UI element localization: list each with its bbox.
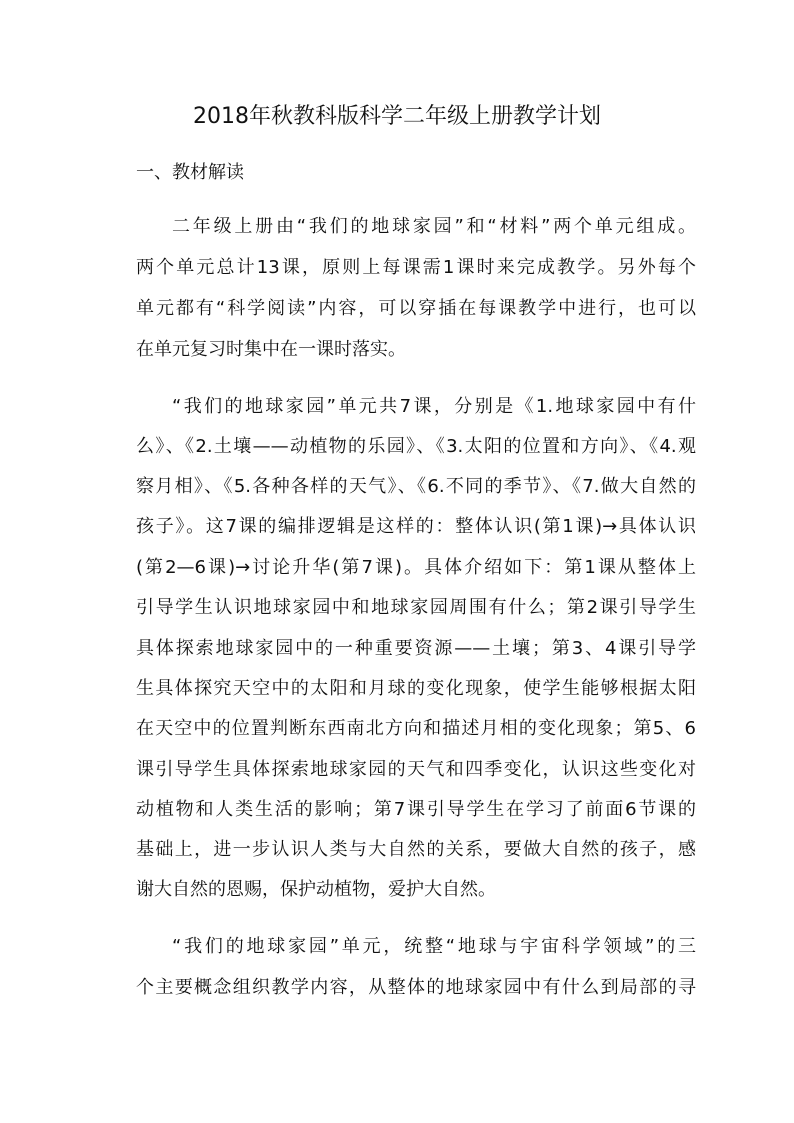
paragraph-line: 引导学生认识地球家园中和地球家园周围有什么；第2课引导学生: [136, 597, 696, 618]
paragraph-line: 课引导学生具体探索地球家园的天气和四季变化，认识这些变化对: [136, 759, 696, 780]
paragraph-line: 谢大自然的恩赐，保护动植物，爱护大自然。: [136, 879, 496, 900]
paragraph-line: (第2—6课)→讨论升华(第7课)。具体介绍如下：第1课从整体上: [136, 557, 696, 578]
paragraph-line: 两个单元总计13课，原则上每课需1课时来完成教学。另外每个: [136, 257, 696, 278]
paragraph-line: 在单元复习时集中在一课时落实。: [136, 339, 406, 360]
paragraph-line: 生具体探究天空中的太阳和月球的变化现象，使学生能够根据太阳: [136, 678, 696, 699]
paragraph-line: 动植物和人类生活的影响；第7课引导学生在学习了前面6节课的: [136, 799, 696, 820]
paragraph-line: 二年级上册由“我们的地球家园”和“材料”两个单元组成。: [172, 216, 696, 237]
paragraph-line: “我们的地球家园”单元，统整“地球与宇宙科学领域”的三: [172, 936, 696, 957]
paragraph-line: 么》、《2.土壤——动植物的乐园》、《3.太阳的位置和方向》、《4.观: [136, 436, 696, 457]
paragraph-line: 在天空中的位置判断东西南北方向和描述月相的变化现象；第5、6: [136, 718, 696, 739]
document-title: 2018年秋教科版科学二年级上册教学计划: [193, 104, 601, 129]
paragraph-line: “我们的地球家园”单元共7课，分别是《1.地球家园中有什: [172, 396, 696, 417]
paragraph-line: 孩子》。这7课的编排逻辑是这样的：整体认识(第1课)→具体认识: [136, 516, 696, 537]
paragraph-line: 单元都有“科学阅读”内容，可以穿插在每课教学中进行，也可以: [136, 298, 696, 319]
paragraph-line: 基础上，进一步认识人类与大自然的关系，要做大自然的孩子，感: [136, 839, 696, 860]
paragraph-line: 察月相》、《5.各种各样的天气》、《6.不同的季节》、《7.做大自然的: [136, 476, 696, 497]
paragraph-line: 具体探索地球家园中的一种重要资源——土壤；第3、4课引导学: [136, 638, 696, 659]
paragraph-line: 个主要概念组织教学内容，从整体的地球家园中有什么到局部的寻: [136, 977, 696, 998]
section-heading: 一、教材解读: [136, 162, 244, 183]
